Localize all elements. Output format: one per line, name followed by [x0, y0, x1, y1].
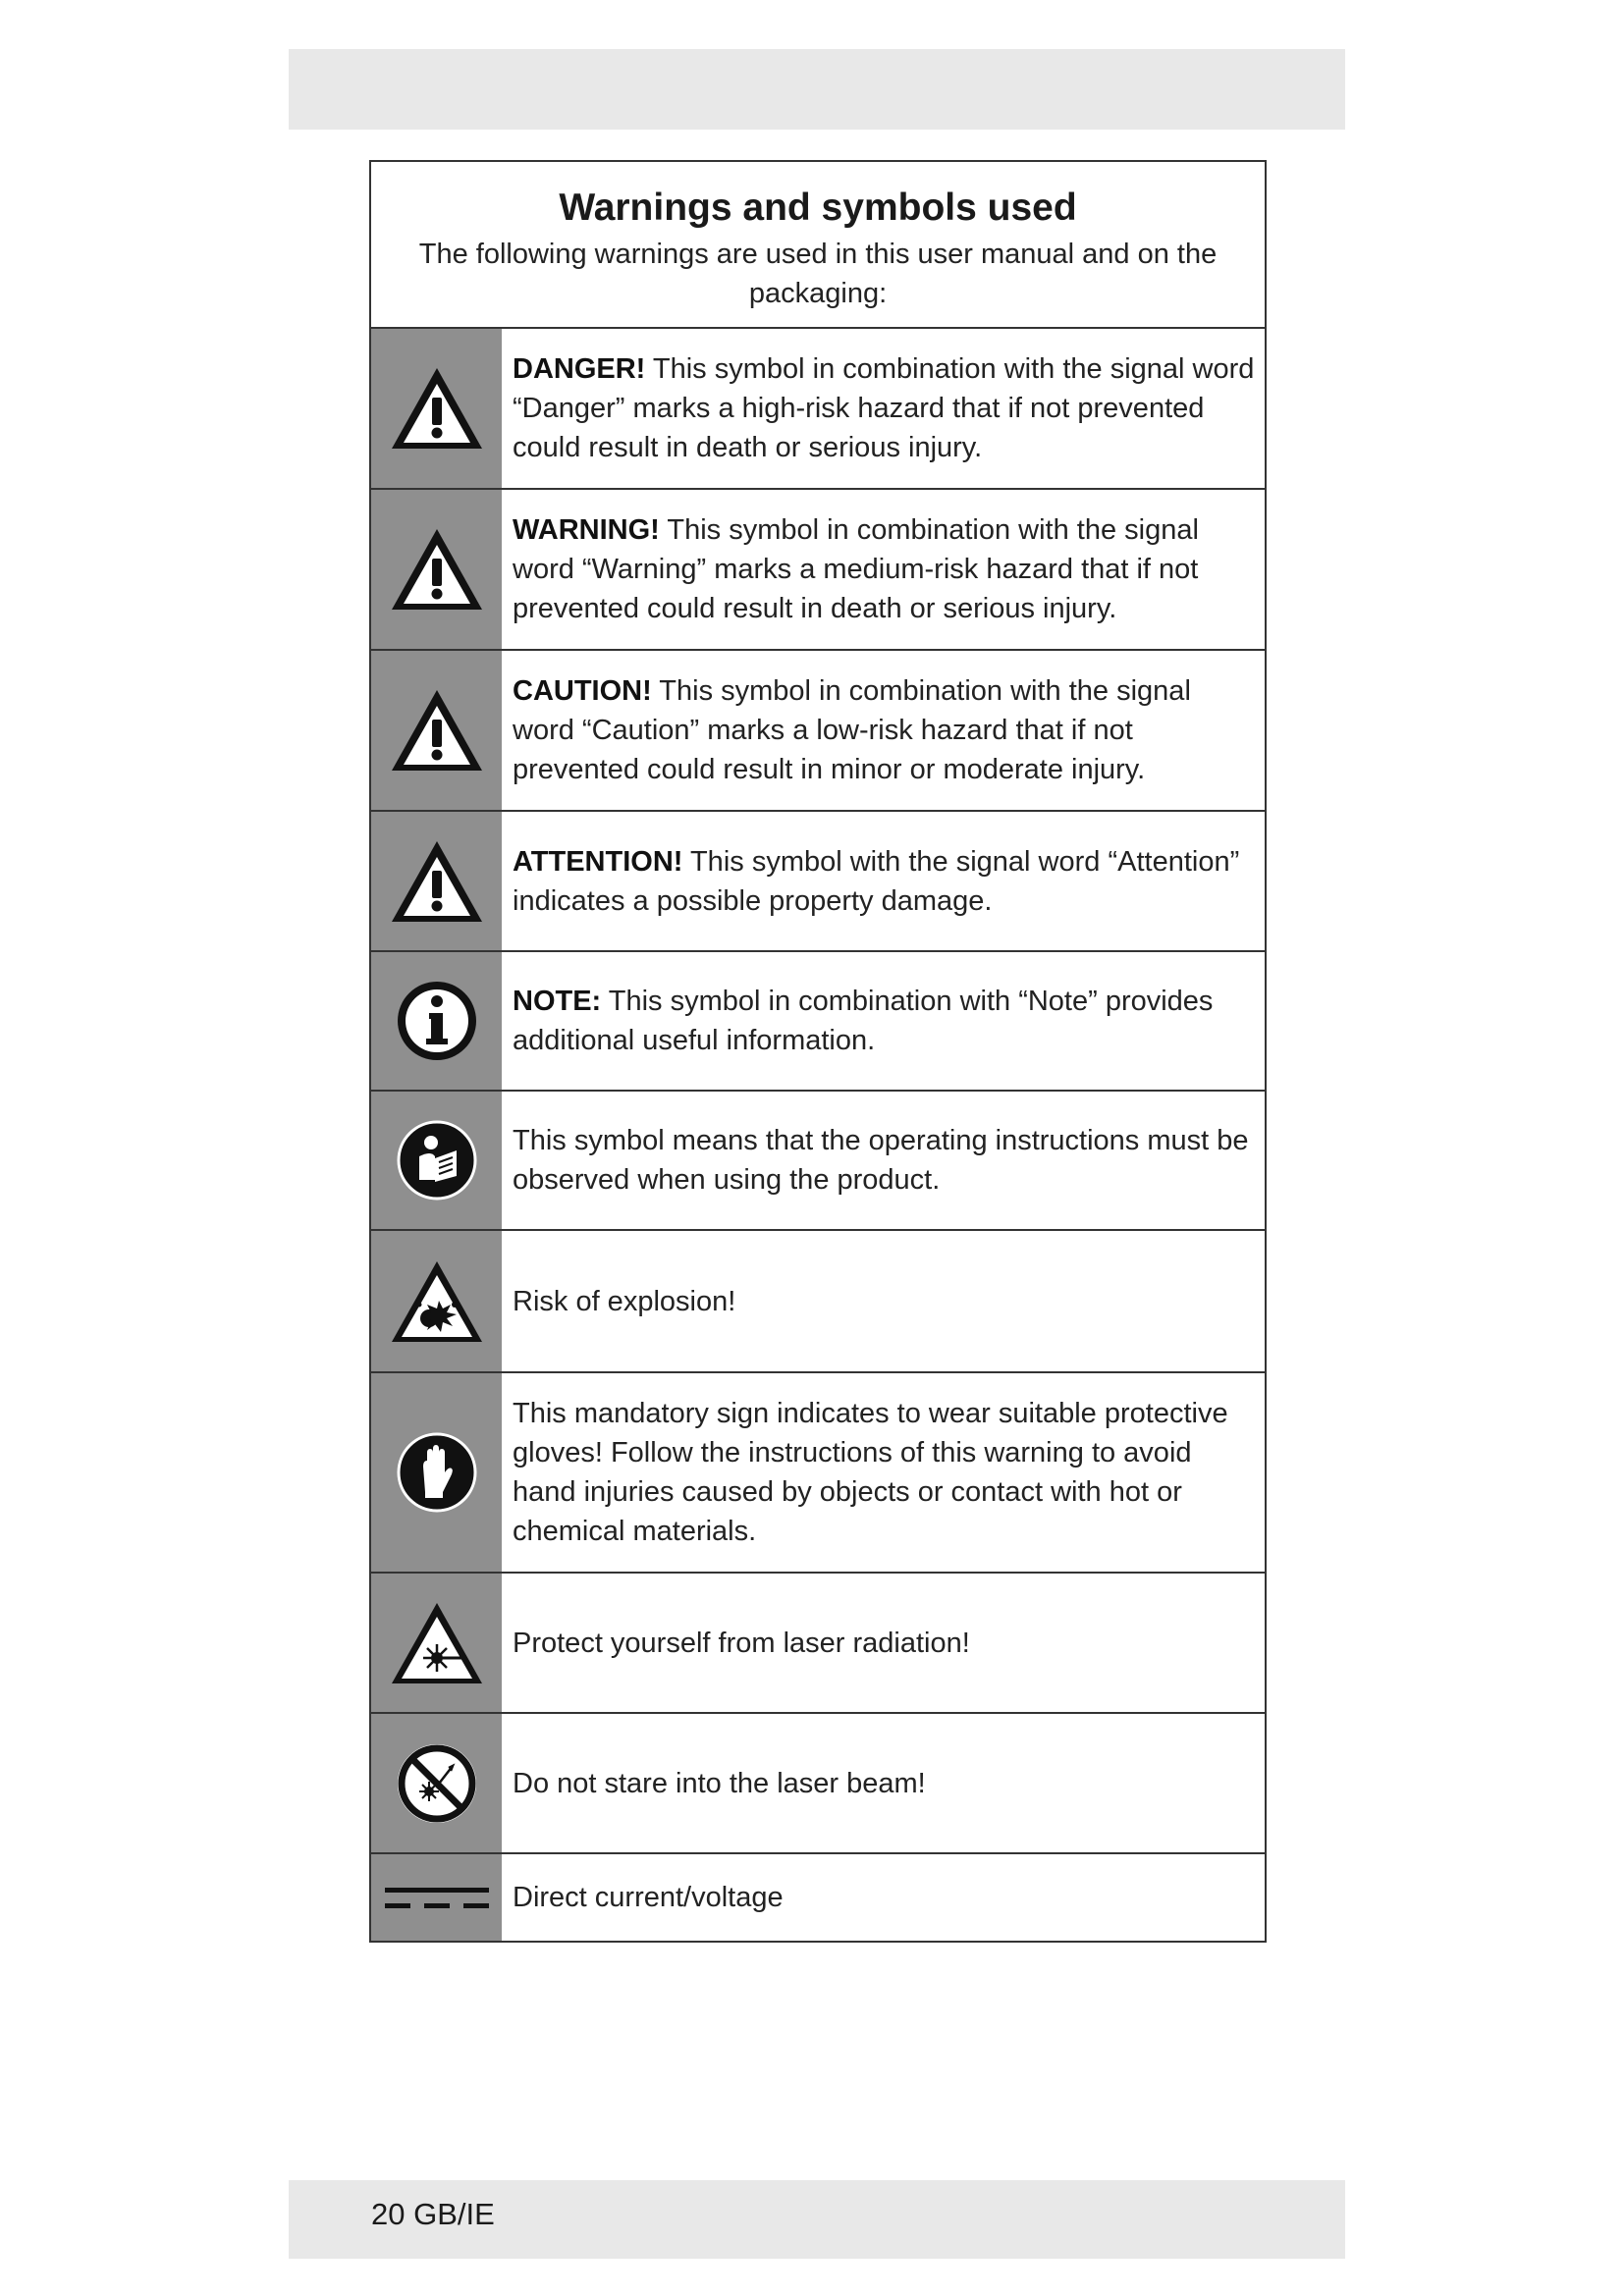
table-row-explosion — [371, 1231, 1265, 1373]
row-description: ATTENTION! This symbol with the signal word “Attention” indicates a possible property damage. — [513, 845, 1240, 917]
table-row-caution — [371, 651, 1265, 812]
row-description: Do not stare into the laser beam! — [513, 1767, 926, 1799]
read-manual-icon — [396, 1119, 478, 1201]
signal-word: DANGER! — [513, 353, 646, 385]
table-row-no-stare — [371, 1714, 1265, 1854]
row-description: This mandatory sign indicates to wear suitable protective gloves! Follow the instructions of this warning to avoid hand injuries caused by objects or contact with hot or chemical materials. — [513, 1398, 1228, 1547]
table-row-danger — [371, 329, 1265, 490]
table-row-attention — [371, 812, 1265, 952]
direct-current-icon — [383, 1878, 491, 1917]
table-row-read-manual — [371, 1092, 1265, 1231]
page-number: 20 GB/IE — [371, 2197, 495, 2231]
warning-triangle-icon — [388, 686, 486, 774]
info-icon — [394, 978, 480, 1064]
table-row-gloves — [371, 1373, 1265, 1574]
row-description: Protect yourself from laser radiation! — [513, 1627, 970, 1659]
signal-word: CAUTION! — [513, 675, 652, 707]
warning-triangle-icon — [388, 364, 486, 453]
warning-triangle-icon — [388, 525, 486, 614]
signal-word: ATTENTION! — [513, 845, 683, 878]
table-row-direct-current — [371, 1854, 1265, 1941]
signal-word: NOTE: — [513, 986, 602, 1017]
row-description: NOTE: This symbol in combination with “Note” provides additional useful information. — [513, 986, 1214, 1056]
row-description: WARNING! This symbol in combination with the signal word “Warning” marks a medium-risk hazard that if not prevented could result in death or serious injury. — [513, 514, 1199, 624]
table-row-laser — [371, 1574, 1265, 1714]
row-description: CAUTION! This symbol in combination with the signal word “Caution” marks a low-risk hazard that if not prevented could result in minor or moderate injury. — [513, 675, 1191, 785]
page-subtitle: The following warnings are used in this user manual and on the packaging: — [418, 239, 1218, 309]
table-row-warning — [371, 490, 1265, 651]
page-header-band — [289, 49, 1345, 130]
page-title: Warnings and symbols used — [559, 187, 1077, 229]
warnings-table — [369, 160, 1267, 1943]
row-description: Direct current/voltage — [513, 1882, 784, 1913]
warning-triangle-icon — [388, 837, 486, 926]
laser-warning-icon — [388, 1599, 486, 1687]
signal-word: WARNING! — [513, 514, 660, 546]
row-description: This symbol means that the operating instructions must be observed when using the product. — [513, 1125, 1249, 1196]
row-description: DANGER! This symbol in combination with the signal word “Danger” marks a high-risk hazard that if not prevented could result in death or serious injury. — [513, 353, 1255, 463]
explosion-warning-icon — [388, 1257, 486, 1346]
table-row-note — [371, 952, 1265, 1092]
table-title-box — [371, 162, 1265, 329]
no-stare-laser-icon — [394, 1740, 480, 1827]
row-description: Risk of explosion! — [513, 1285, 736, 1317]
protective-gloves-icon — [396, 1431, 478, 1514]
